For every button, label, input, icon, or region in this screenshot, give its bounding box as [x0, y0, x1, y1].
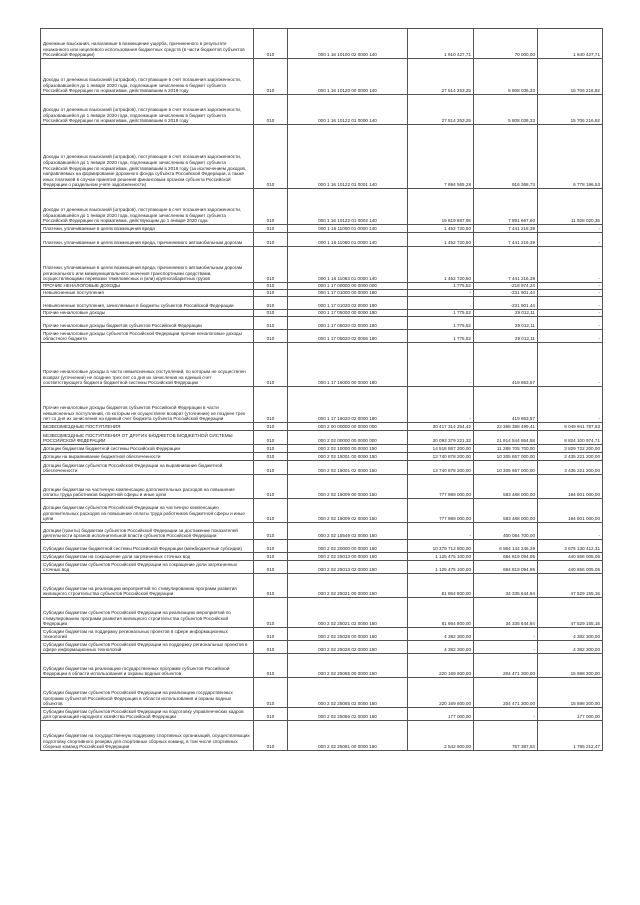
table-row — [41, 641, 603, 654]
table-row — [41, 330, 603, 343]
row-approved: 220 169 600,00 — [408, 678, 474, 708]
row-line-code: 010 — [254, 290, 288, 297]
row-unexecuted: - — [538, 233, 603, 247]
table-row — [41, 423, 603, 431]
row-executed: 583 488 000,00 — [474, 499, 538, 523]
row-unexecuted: 6 778 196,53 — [538, 125, 603, 189]
row-executed: 204 471 300,00 — [474, 678, 538, 708]
row-budget-code: 000 1 16 10122 01 0002 140 — [288, 189, 408, 225]
row-executed: -231 901,44 — [474, 290, 538, 297]
row-approved: 1 775,52 — [408, 283, 474, 290]
row-name: Субсидии бюджетам субъектов Российской Федерации на поддержку региональных проектов в сфере информационных технологий — [41, 641, 254, 654]
table-row — [41, 475, 603, 499]
table-row — [41, 678, 603, 708]
row-executed: 684 819 094,95 — [474, 553, 538, 561]
row-executed: 21 914 544 864,58 — [474, 431, 538, 445]
table-row — [41, 708, 603, 721]
row-line-code: 010 — [254, 95, 288, 125]
row-line-code: 010 — [254, 654, 288, 678]
row-budget-code: 000 1 17 05020 02 0006 180 — [288, 330, 408, 343]
row-unexecuted: - — [538, 330, 603, 343]
row-line-code: 010 — [254, 247, 288, 283]
table-row — [41, 574, 603, 598]
table-row — [41, 247, 603, 283]
row-name: Дотации бюджетам бюджетной системы Российской Федерации — [41, 445, 254, 453]
row-executed: 29 012,11 — [474, 317, 538, 330]
row-name: Дотации (гранты) бюджетам субъектов Российской Федерации за достижение показателей деятельности органов исполнительной власти субъектов Российской Федерации — [41, 523, 254, 540]
row-budget-code: 000 1 16 10122 01 0000 140 — [288, 95, 408, 125]
table-row — [41, 233, 603, 247]
row-unexecuted: 11 928 020,35 — [538, 189, 603, 225]
row-line-code: 010 — [254, 475, 288, 499]
row-name: Невыясненные поступления — [41, 290, 254, 297]
row-approved: 220 169 600,00 — [408, 654, 474, 678]
row-approved: - — [408, 387, 474, 423]
row-name: Субсидии бюджетам на сокращение доли загрязненных сточных вод — [41, 553, 254, 561]
row-line-code: 010 — [254, 445, 288, 453]
row-budget-code: 000 1 17 16020 02 0000 180 — [288, 387, 408, 423]
row-unexecuted: - — [538, 247, 603, 283]
row-approved: 27 514 253,25 — [408, 59, 474, 95]
row-budget-code: 000 2 02 25021 00 0000 150 — [288, 574, 408, 598]
row-budget-code: 000 2 02 25013 00 0000 150 — [288, 553, 408, 561]
row-line-code: 010 — [254, 343, 288, 387]
row-budget-code: 000 1 16 11063 01 0000 140 — [288, 247, 408, 283]
row-approved: 177 000,00 — [408, 708, 474, 721]
row-approved: 14 518 887 200,00 — [408, 445, 474, 453]
row-budget-code: 000 1 17 16000 00 0000 180 — [288, 343, 408, 387]
row-budget-code: 000 2 02 15549 02 0000 150 — [288, 523, 408, 540]
row-executed: 70 000,00 — [474, 29, 538, 59]
row-budget-code: 000 1 17 01000 00 0000 180 — [288, 290, 408, 297]
row-name: Доходы от денежных взысканий (штрафов), поступающие в счет погашения задолженности, образовавшейся до 1 января 2020 года, подлежащие зачислению в бюджет субъекта Российской Федерации по нормативам, действовавшим в 2019 году (за исключением доходов, направляемых на формирование дорожного фонда субъекта Российской Федерации, а также иных платежей в случае принятия решения финансовым органом субъекта Российской Федерации о раздельном учете задолженности) — [41, 125, 254, 189]
table-row — [41, 499, 603, 523]
row-budget-code: 000 2 02 00000 00 0000 000 — [288, 431, 408, 445]
row-executed: 7 441 216,39 — [474, 233, 538, 247]
row-unexecuted: - — [538, 343, 603, 387]
row-unexecuted: - — [538, 387, 603, 423]
row-approved: 30 417 314 254,42 — [408, 423, 474, 431]
row-executed: 419 863,57 — [474, 343, 538, 387]
row-unexecuted: 47 529 155,16 — [538, 598, 603, 628]
row-name: Субсидии бюджетам субъектов Российской Федерации на сокращение доли загрязненных сточных вод — [41, 561, 254, 574]
row-executed: 6 864 144 246,29 — [474, 540, 538, 553]
row-unexecuted: 47 529 155,16 — [538, 574, 603, 598]
row-approved: 1 910 427,71 — [408, 29, 474, 59]
row-name: Платежи, уплачиваемые в целях возмещения вреда, причиняемого автомобильным дорогам — [41, 233, 254, 247]
row-name: Субсидии бюджетам на поддержку региональных проектов в сфере информационных технологий — [41, 628, 254, 641]
row-line-code: 010 — [254, 189, 288, 225]
table-row — [41, 283, 603, 290]
row-unexecuted: - — [538, 290, 603, 297]
row-unexecuted: 15 706 216,92 — [538, 95, 603, 125]
row-budget-code: 000 2 02 15001 02 0000 150 — [288, 461, 408, 475]
table-row — [41, 540, 603, 553]
row-approved: 777 989 000,00 — [408, 499, 474, 523]
row-name: Доходы от денежных взысканий (штрафов), поступающие в счет погашения задолженности, образовавшейся до 1 января 2020 года, подлежащие зачислению в бюджет субъекта Российской Федерации по нормативам, действовавшим в 2019 году — [41, 59, 254, 95]
table-row — [41, 628, 603, 641]
table-row — [41, 343, 603, 387]
row-executed: 34 335 644,84 — [474, 574, 538, 598]
row-unexecuted: 4 382 300,00 — [538, 641, 603, 654]
row-name: Субсидии бюджетам бюджетной системы Российской Федерации (межбюджетные субсидии) — [41, 540, 254, 553]
row-executed: 7 441 216,39 — [474, 225, 538, 233]
row-unexecuted: 1 840 427,71 — [538, 29, 603, 59]
row-unexecuted: 3 435 221 200,00 — [538, 461, 603, 475]
row-name: Субсидии бюджетам на реализацию мероприятий по стимулированию программ развития жилищного строительства субъектов Российской Федерации — [41, 574, 254, 598]
table-row — [41, 225, 603, 233]
row-budget-code: 000 2 02 25081 00 0000 150 — [288, 721, 408, 751]
row-executed: 29 012,11 — [474, 330, 538, 343]
row-unexecuted: 8 824 100 974,71 — [538, 431, 603, 445]
row-executed: 7 441 216,39 — [474, 247, 538, 283]
row-line-code: 010 — [254, 453, 288, 461]
row-line-code: 010 — [254, 540, 288, 553]
row-name: Субсидии бюджетам на реализацию государственных программ субъектов Российской Федерации в области использования и охраны водных объектов — [41, 654, 254, 678]
row-budget-code: 000 1 16 11060 01 0000 140 — [288, 233, 408, 247]
row-budget-code: 000 2 02 15009 00 0000 150 — [288, 475, 408, 499]
row-unexecuted: 15 706 216,92 — [538, 59, 603, 95]
row-approved: 4 382 300,00 — [408, 641, 474, 654]
row-line-code: 010 — [254, 283, 288, 290]
row-budget-code: 000 1 16 10122 01 0001 140 — [288, 125, 408, 189]
row-executed: 7 891 667,60 — [474, 189, 538, 225]
row-executed: 204 471 300,00 — [474, 654, 538, 678]
row-line-code: 010 — [254, 233, 288, 247]
row-approved: 1 125 475 100,00 — [408, 561, 474, 574]
row-name: Платежи, уплачиваемые в целях возмещения вреда — [41, 225, 254, 233]
row-line-code: 010 — [254, 499, 288, 523]
row-unexecuted: - — [538, 225, 603, 233]
row-unexecuted: 15 698 300,00 — [538, 678, 603, 708]
table-row — [41, 453, 603, 461]
row-budget-code: 000 1 16 10100 02 0000 140 — [288, 29, 408, 59]
row-approved: 19 819 687,95 — [408, 189, 474, 225]
row-approved: - — [408, 297, 474, 310]
row-line-code: 010 — [254, 678, 288, 708]
row-name: Прочие неналоговые доходы — [41, 310, 254, 317]
row-unexecuted: 194 501 000,00 — [538, 475, 603, 499]
row-unexecuted: 9 049 941 787,63 — [538, 423, 603, 431]
row-executed: 757 387,53 — [474, 721, 538, 751]
row-line-code: 010 — [254, 29, 288, 59]
row-line-code: 010 — [254, 721, 288, 751]
table-row — [41, 317, 603, 330]
row-name: Субсидии бюджетам субъектов Российской Федерации на реализацию государственных программ субъектов Российской Федерации в области использования и охраны водных объектов — [41, 678, 254, 708]
row-unexecuted: - — [538, 297, 603, 310]
row-name: ПРОЧИЕ НЕНАЛОГОВЫЕ ДОХОДЫ — [41, 283, 254, 290]
row-budget-code: 000 1 17 05020 02 0000 180 — [288, 317, 408, 330]
row-budget-code: 000 1 17 01020 02 0000 180 — [288, 297, 408, 310]
table-row — [41, 654, 603, 678]
row-line-code: 010 — [254, 628, 288, 641]
row-unexecuted: - — [538, 523, 603, 540]
row-budget-code: 000 1 16 11000 01 0000 140 — [288, 225, 408, 233]
table-row — [41, 29, 603, 59]
row-approved: 13 740 878 200,00 — [408, 461, 474, 475]
table-row — [41, 290, 603, 297]
row-line-code: 010 — [254, 125, 288, 189]
row-budget-code: 000 2 02 15009 02 0000 150 — [288, 499, 408, 523]
row-unexecuted: 440 656 005,05 — [538, 553, 603, 561]
row-line-code: 010 — [254, 523, 288, 540]
table-row — [41, 461, 603, 475]
row-budget-code: 000 2 02 25013 02 0000 150 — [288, 561, 408, 574]
row-approved: 81 864 800,00 — [408, 598, 474, 628]
row-line-code: 010 — [254, 310, 288, 317]
row-line-code: 010 — [254, 423, 288, 431]
row-name: Дотации бюджетам субъектов Российской Федерации на частичную компенсацию дополнительных расходов на повышение оплаты труда работников бюджетной сферы и иные цели — [41, 499, 254, 523]
row-name: Прочие неналоговые доходы бюджетов субъектов Российской Федерации в части невыясненных поступлений, по которым не осуществлен возврат (уточнение) не позднее трех лет со дня их зачисления на единый счет бюджета субъекта Российской Федерации — [41, 387, 254, 423]
row-unexecuted: 3 435 221 200,00 — [538, 453, 603, 461]
row-executed: - — [474, 628, 538, 641]
table-row — [41, 553, 603, 561]
row-approved: 81 864 800,00 — [408, 574, 474, 598]
row-budget-code: 000 2 02 25021 02 0000 150 — [288, 598, 408, 628]
row-executed: -218 974,24 — [474, 283, 538, 290]
row-approved: 1 452 720,50 — [408, 225, 474, 233]
row-executed: 583 488 000,00 — [474, 475, 538, 499]
row-budget-code: 000 1 17 05000 00 0000 180 — [288, 310, 408, 317]
row-unexecuted: 4 382 300,00 — [538, 628, 603, 641]
row-line-code: 010 — [254, 598, 288, 628]
row-executed: 916 368,73 — [474, 125, 538, 189]
row-unexecuted: - — [538, 283, 603, 290]
row-approved: - — [408, 290, 474, 297]
table-row — [41, 297, 603, 310]
row-name: Денежные взыскания, налагаемые в возмещение ущерба, причиненного в результате незаконного или нецелевого использования бюджетных средств (в части бюджетов субъектов Российской Федерации) — [41, 29, 254, 59]
row-executed: 11 289 705 700,00 — [474, 445, 538, 453]
table-row — [41, 59, 603, 95]
row-name: Прочие неналоговые доходы в части невыясненных поступлений, по которым не осуществлен возврат (уточнение) не позднее трех лет со дня их зачисления на единый счет соответствующего бюджета бюджетной системы Российской Федерации — [41, 343, 254, 387]
row-unexecuted: 1 785 212,47 — [538, 721, 603, 751]
row-unexecuted: - — [538, 317, 603, 330]
row-approved: 777 989 000,00 — [408, 475, 474, 499]
table-row — [41, 431, 603, 445]
row-budget-code: 000 2 02 20000 00 0000 150 — [288, 540, 408, 553]
row-approved: 13 740 878 200,00 — [408, 453, 474, 461]
row-executed: 684 819 094,95 — [474, 561, 538, 574]
row-budget-code: 000 2 02 15001 00 0000 150 — [288, 453, 408, 461]
row-budget-code: 000 2 02 25028 00 0000 150 — [288, 628, 408, 641]
row-line-code: 010 — [254, 561, 288, 574]
row-executed: 5 808 036,33 — [474, 95, 538, 125]
row-line-code: 010 — [254, 708, 288, 721]
row-name: Прочие неналоговые доходы бюджетов субъектов Российской Федерации — [41, 317, 254, 330]
row-name: Доходы от денежных взысканий (штрафов), поступающие в счет погашения задолженности, образовавшейся до 1 января 2020 года, подлежащие зачислению в бюджет субъекта Российской Федерации по нормативам, действующим до 1 января 2020 года — [41, 189, 254, 225]
income-table — [40, 28, 603, 751]
row-unexecuted: 440 656 005,05 — [538, 561, 603, 574]
row-budget-code: 000 2 02 25066 02 0000 150 — [288, 708, 408, 721]
table-row — [41, 189, 603, 225]
row-budget-code: 000 2 00 00000 00 0000 000 — [288, 423, 408, 431]
table-row — [41, 125, 603, 189]
row-budget-code: 000 2 02 25065 02 0000 150 — [288, 678, 408, 708]
row-name: Дотации бюджетам субъектов Российской Федерации на выравнивание бюджетной обеспеченности — [41, 461, 254, 475]
row-approved: 4 382 300,00 — [408, 628, 474, 641]
row-executed: 34 335 644,84 — [474, 598, 538, 628]
row-budget-code: 000 2 02 25065 00 0000 150 — [288, 654, 408, 678]
row-unexecuted: 15 698 300,00 — [538, 654, 603, 678]
row-executed: - — [474, 708, 538, 721]
row-approved: 1 452 720,50 — [408, 233, 474, 247]
row-executed: 400 084 700,00 — [474, 523, 538, 540]
row-budget-code: 000 2 02 25028 02 0000 150 — [288, 641, 408, 654]
row-approved: 27 514 253,25 — [408, 95, 474, 125]
row-line-code: 010 — [254, 59, 288, 95]
row-approved: 1 125 475 100,00 — [408, 553, 474, 561]
row-line-code: 010 — [254, 387, 288, 423]
row-line-code: 010 — [254, 317, 288, 330]
row-unexecuted: - — [538, 310, 603, 317]
table-row — [41, 721, 603, 751]
row-line-code: 010 — [254, 225, 288, 233]
row-name: Субсидии бюджетам субъектов Российской Федерации на подготовку управленческих кадров для организаций народного хозяйства Российской Федерации — [41, 708, 254, 721]
table-row — [41, 95, 603, 125]
row-approved: 30 093 379 221,32 — [408, 431, 474, 445]
row-line-code: 010 — [254, 330, 288, 343]
table-row — [41, 523, 603, 540]
row-executed: 10 305 657 000,00 — [474, 461, 538, 475]
row-line-code: 010 — [254, 431, 288, 445]
row-name: Прочие неналоговые доходы субъектов Российской Федерации прочие неналоговые доходы областного бюджета — [41, 330, 254, 343]
row-name: Невыясненные поступления, зачисляемые в бюджеты субъектов Российской Федерации — [41, 297, 254, 310]
row-approved: 1 775,52 — [408, 310, 474, 317]
row-name: Платежи, уплачиваемые в целях возмещения вреда, причиняемого автомобильным дорогам регионального или межмуниципального значения транспортными средствами, осуществляющими перевозки тяжеловесных и (или) крупногабаритных грузов — [41, 247, 254, 283]
table-row — [41, 310, 603, 317]
row-executed: 10 305 657 000,00 — [474, 453, 538, 461]
row-budget-code: 000 1 16 10120 00 0000 140 — [288, 59, 408, 95]
row-line-code: 010 — [254, 461, 288, 475]
report-sheet — [40, 28, 602, 751]
row-name: Дотации на выравнивание бюджетной обеспеченности — [41, 453, 254, 461]
row-approved: - — [408, 523, 474, 540]
row-approved: - — [408, 343, 474, 387]
row-name: БЕЗВОЗМЕЗДНЫЕ ПОСТУПЛЕНИЯ — [41, 423, 254, 431]
row-name: Доходы от денежных взысканий (штрафов), поступающие в счет погашения задолженности, образовавшейся до 1 января 2020 года, подлежащие зачислению в бюджет субъекта Российской Федерации по нормативам, действовавшим в 2019 году — [41, 95, 254, 125]
row-name: Субсидии бюджетам субъектов Российской Федерации на реализацию мероприятий по стимулированию программ развития жилищного строительства субъектов Российской Федерации — [41, 598, 254, 628]
row-executed: - — [474, 641, 538, 654]
row-unexecuted: 3 829 722 200,00 — [538, 445, 603, 453]
row-executed: 5 808 036,33 — [474, 59, 538, 95]
row-budget-code: 000 2 02 10000 00 0000 150 — [288, 445, 408, 453]
row-approved: 2 542 600,00 — [408, 721, 474, 751]
row-approved: 1 775,52 — [408, 330, 474, 343]
row-executed: -231 901,44 — [474, 297, 538, 310]
row-name: БЕЗВОЗМЕЗДНЫЕ ПОСТУПЛЕНИЯ ОТ ДРУГИХ БЮДЖЕТОВ БЮДЖЕТНОЙ СИСТЕМЫ РОССИЙСКОЙ ФЕДЕРАЦИИ — [41, 431, 254, 445]
row-line-code: 010 — [254, 297, 288, 310]
row-name: Субсидии бюджетам на государственную поддержку спортивных организаций, осуществляющих подготовку спортивного резерва для спортивных сборных команд, в том числе спортивных сборных команд Российской Федерации — [41, 721, 254, 751]
table-row — [41, 561, 603, 574]
row-executed: 29 012,11 — [474, 310, 538, 317]
row-line-code: 010 — [254, 574, 288, 598]
row-unexecuted: 3 675 130 412,31 — [538, 540, 603, 553]
table-row — [41, 387, 603, 423]
row-approved: 1 775,52 — [408, 317, 474, 330]
row-budget-code: 000 1 17 00000 00 0000 000 — [288, 283, 408, 290]
table-row — [41, 598, 603, 628]
row-executed: 419 863,57 — [474, 387, 538, 423]
row-approved: 10 379 712 800,00 — [408, 540, 474, 553]
row-line-code: 010 — [254, 553, 288, 561]
row-line-code: 010 — [254, 641, 288, 654]
row-executed: 22 368 388 499,41 — [474, 423, 538, 431]
table-row — [41, 445, 603, 453]
row-approved: 1 452 720,50 — [408, 247, 474, 283]
row-name: Дотации бюджетам на частичную компенсацию дополнительных расходов на повышение оплаты труда работников бюджетной сферы и иные цели — [41, 475, 254, 499]
row-approved: 7 694 565,28 — [408, 125, 474, 189]
row-unexecuted: 194 501 000,00 — [538, 499, 603, 523]
row-unexecuted: 177 000,00 — [538, 708, 603, 721]
